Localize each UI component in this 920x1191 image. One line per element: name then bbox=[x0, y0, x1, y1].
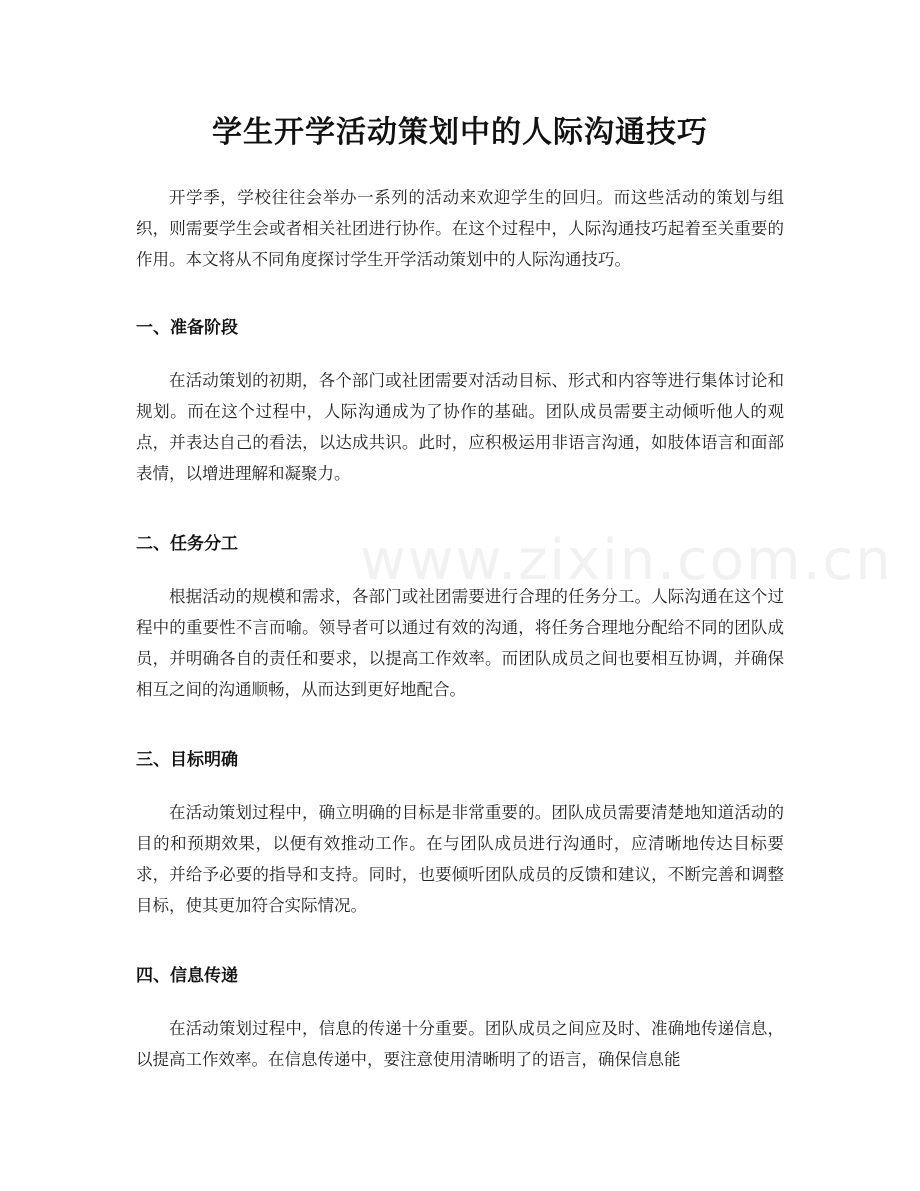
section-body-preparation: 在活动策划的初期，各个部门或社团需要对活动目标、形式和内容等进行集体讨论和规划。而在这个过程中，人际沟通成为了协作的基础。团队成员需要主动倾听他人的观点，并表达自己的看法，以达成共识。此时，应积极运用非语言沟通，如肢体语言和面部表情，以增进理解和凝聚力。 bbox=[136, 371, 784, 483]
section-heading-task-division: 二、任务分工 bbox=[136, 534, 238, 554]
section-body-clear-goals: 在活动策划过程中，确立明确的目标是非常重要的。团队成员需要清楚地知道活动的目的和预期效果，以便有效推动工作。在与团队成员进行沟通时，应清晰地传达目标要求，并给予必要的指导和支持。同时，也要倾听团队成员的反馈和建议，不断完善和调整目标，使其更加符合实际情况。 bbox=[136, 803, 784, 915]
watermark: www.zixin.com.cn bbox=[360, 528, 893, 593]
intro-paragraph: 开学季，学校往往会举办一系列的活动来欢迎学生的回归。而这些活动的策划与组织，则需要学生会或者相关社团进行协作。在这个过程中，人际沟通技巧起着至关重要的作用。本文将从不同角度探讨学生开学活动策划中的人际沟通技巧。 bbox=[136, 188, 784, 269]
section-body-information-transfer: 在活动策划过程中，信息的传递十分重要。团队成员之间应及时、准确地传递信息，以提高工作效率。在信息传递中，要注意使用清晰明了的语言，确保信息能 bbox=[136, 1019, 784, 1069]
section-heading-clear-goals: 三、目标明确 bbox=[136, 750, 238, 770]
section-body-task-division: 根据活动的规模和需求，各部门或社团需要进行合理的任务分工。人际沟通在这个过程中的重要性不言而喻。领导者可以通过有效的沟通，将任务合理地分配给不同的团队成员，并明确各自的责任和要求，以提高工作效率。而团队成员之间也要相互协调，并确保相互之间的沟通顺畅，从而达到更好地配合。 bbox=[136, 587, 784, 699]
section-heading-information-transfer: 四、信息传递 bbox=[136, 966, 238, 986]
document-title: 学生开学活动策划中的人际沟通技巧 bbox=[212, 115, 708, 150]
section-heading-preparation: 一、准备阶段 bbox=[136, 318, 238, 338]
